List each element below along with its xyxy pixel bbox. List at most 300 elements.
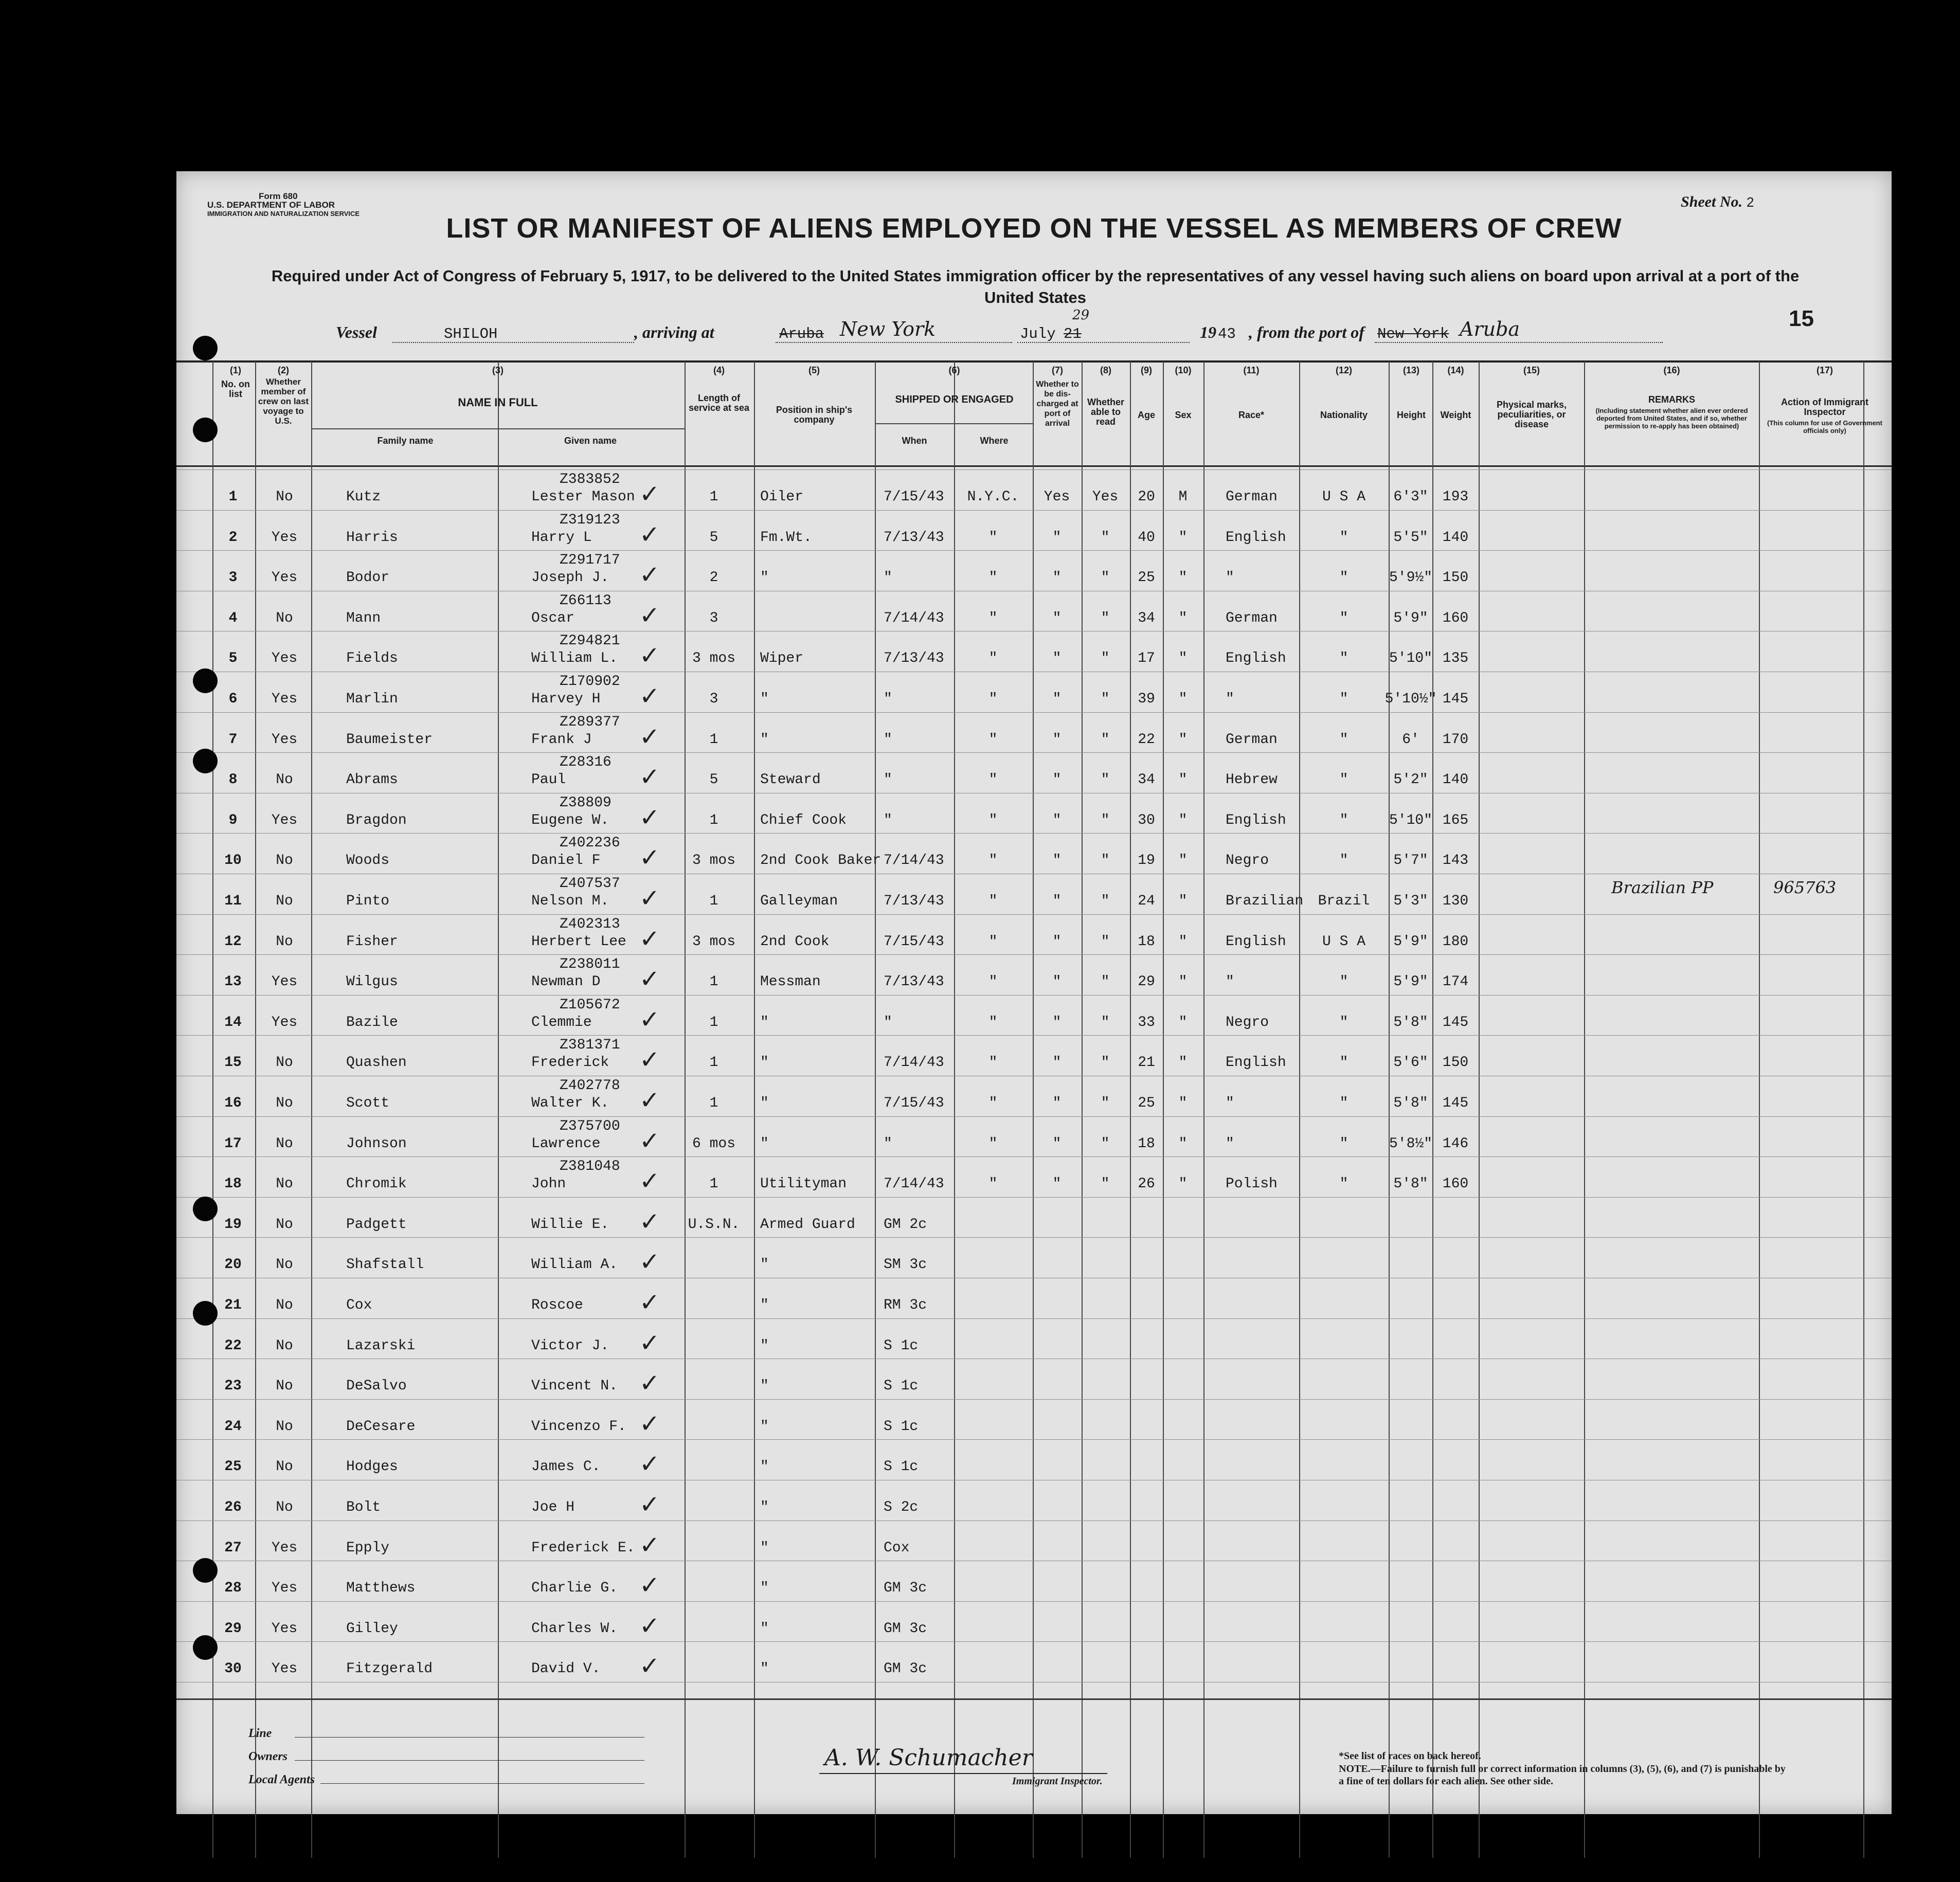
check-mark-icon: ✓ [639,1409,660,1438]
sex: " [1178,691,1188,707]
age: 40 [1138,529,1155,546]
ship-position: Fm.Wt. [760,529,812,546]
col7-number: (7) [1052,365,1063,375]
discharged: " [1052,529,1062,546]
family-name: Chromik [346,1176,407,1192]
row-rule [176,469,1892,470]
nationality: " [1339,529,1348,546]
given-name: Victor J. [531,1337,609,1354]
height: 5'9½" [1389,570,1432,586]
ship-position: " [760,1661,769,1677]
col6-header: SHIPPED OR ENGAGED [895,394,1014,405]
race: " [1226,974,1234,990]
nationality: " [1339,570,1348,586]
shipped-when: " [884,1135,892,1152]
given-name: Walter K. [531,1095,609,1111]
arrival-month: July [1020,325,1056,342]
row-number: 22 [224,1337,242,1354]
shipped-when: GM 3c [884,1580,927,1597]
row-rule [176,1197,1892,1198]
weight: 174 [1442,974,1469,990]
able-to-read: " [1101,731,1110,748]
row-number: 9 [228,812,238,828]
col6-where-header: Where [980,436,1009,446]
service-length: 5 [709,772,718,788]
check-mark-icon: ✓ [639,1167,660,1196]
discharged: " [1052,1176,1062,1192]
service-length: 2 [709,570,718,586]
shipped-when: 7/13/43 [884,650,944,667]
col13-number: (13) [1402,365,1419,375]
given-name: Willie E. [531,1216,609,1233]
previous-voyage: No [276,1418,293,1435]
shipped-where: " [988,974,998,990]
service-length: 3 [709,691,718,707]
shipped-when: 7/15/43 [884,1095,944,1111]
sex: " [1178,933,1188,950]
given-name: Lester Mason [531,489,635,505]
family-name: Kutz [346,489,381,505]
weight: 160 [1442,1176,1469,1192]
column-rule [1759,361,1760,1858]
nationality: " [1339,610,1348,626]
discharged: " [1052,933,1062,950]
ship-position: Utilityman [760,1176,847,1192]
family-name: Abrams [346,772,398,788]
height: 5'8" [1393,1176,1428,1192]
able-to-read: " [1101,933,1110,950]
seaman-document-number: Z294821 [560,633,620,649]
sex: " [1178,1135,1188,1152]
given-name: James C. [531,1459,601,1475]
col2-header: Whether member of crew on last voyage to U.S. [258,377,309,426]
col4-number: (4) [713,365,725,375]
family-name: Johnson [346,1135,407,1152]
discharged: " [1052,1095,1062,1111]
shipped-where: " [988,812,998,828]
weight: 193 [1442,489,1469,505]
weight: 150 [1442,570,1469,586]
col3-number: (3) [492,365,504,375]
weight: 140 [1442,529,1469,546]
shipped-when: S 1c [884,1337,919,1354]
col5-header: Position in ship's company [776,405,853,425]
col16-header: REMARKS [1648,394,1695,405]
previous-voyage: No [276,1095,293,1111]
column-rule [1584,361,1585,1858]
inspector-signature: A. W. Schumacher [824,1745,1033,1771]
seaman-document-number: Z381371 [560,1037,620,1054]
race: English [1226,1055,1286,1071]
col6-when-header: When [902,436,927,446]
height: 5'9" [1393,974,1428,990]
arriving-label: , arriving at [634,323,714,341]
col8-header: Whether able to read [1087,397,1124,427]
given-name: Joe H [531,1499,575,1515]
row-number: 11 [224,893,242,909]
nationality: " [1339,1176,1348,1192]
column-rule [498,361,499,1858]
ship-position: " [760,1337,769,1354]
row-number: 8 [228,772,238,788]
family-name: DeSalvo [346,1378,407,1395]
race: English [1226,812,1286,828]
row-rule [176,995,1892,996]
ship-position: Steward [760,772,821,788]
service-length: 3 mos [692,853,735,869]
shipped-where: " [988,1135,998,1152]
family-name: Woods [346,853,390,869]
check-mark-icon: ✓ [639,480,660,509]
race: " [1226,691,1234,707]
shipped-when: RM 3c [884,1297,927,1313]
table-top-rule [176,360,1892,363]
arrival-year: 43 [1218,325,1236,342]
able-to-read: " [1101,772,1110,788]
given-name: Joseph J. [531,570,609,586]
given-name: Clemmie [531,1014,592,1030]
row-number: 24 [224,1418,242,1435]
row-rule [176,550,1892,551]
given-name: William L. [531,650,618,667]
race: " [1226,1135,1234,1152]
ship-position: " [760,1540,769,1556]
col2-number: (2) [278,365,289,375]
age: 18 [1138,933,1155,950]
weight: 145 [1442,691,1469,707]
inspector-action: 965763 [1773,878,1837,897]
sex: " [1178,731,1188,748]
shipped-where: " [988,691,998,707]
check-mark-icon: ✓ [639,884,660,913]
check-mark-icon: ✓ [639,1571,660,1600]
ship-position: 2nd Cook [760,933,830,950]
weight: 165 [1442,812,1469,828]
col14-number: (14) [1447,365,1464,375]
family-name: Matthews [346,1580,416,1597]
row-number: 15 [224,1055,242,1071]
ship-position: Oiler [760,489,804,505]
row-number: 17 [224,1135,242,1152]
given-name: Paul [531,772,566,788]
check-mark-icon: ✓ [639,1207,660,1236]
nationality: " [1339,691,1348,707]
given-name: Vincenzo F. [531,1418,626,1435]
sex: " [1178,1014,1188,1030]
previous-voyage: No [276,489,293,505]
punch-hole [193,1558,218,1583]
service-length: 5 [709,529,718,546]
column-rule [1863,361,1864,1858]
able-to-read: Yes [1092,489,1119,505]
service-length: 1 [709,489,718,505]
previous-voyage: Yes [271,1580,298,1597]
previous-voyage: Yes [271,1014,298,1030]
col14-header: Weight [1440,410,1471,420]
age: 39 [1138,691,1155,707]
check-mark-icon: ✓ [639,924,660,953]
previous-voyage: Yes [271,974,298,990]
shipped-when: " [884,772,892,788]
row-rule [176,712,1892,713]
given-name: Harvey H [531,691,601,707]
discharged: " [1052,853,1062,869]
seaman-document-number: Z407537 [560,876,620,892]
family-name: Fields [346,650,398,667]
given-name: Roscoe [531,1297,583,1313]
family-name: Fisher [346,933,398,950]
row-rule [176,954,1892,955]
given-name: Eugene W. [531,812,609,828]
row-number: 5 [228,650,238,667]
check-mark-icon: ✓ [639,1045,660,1075]
discharged: " [1052,1055,1062,1071]
family-name: Hodges [346,1459,398,1475]
row-number: 26 [224,1499,242,1515]
row-number: 7 [228,731,238,748]
shipped-when: 7/13/43 [884,974,944,990]
arriving-underline [776,342,1012,343]
previous-voyage: No [276,1055,293,1071]
race: English [1226,933,1286,950]
height: 5'7" [1393,853,1428,869]
shipped-when: S 2c [884,1499,919,1515]
row-rule [176,752,1892,753]
previous-voyage: Yes [271,812,298,828]
shipped-when: S 1c [884,1378,919,1395]
check-mark-icon: ✓ [639,560,660,590]
owners-label: Owners [248,1750,288,1763]
service-length: 3 mos [692,933,735,950]
line-underline [295,1737,644,1738]
nationality: U S A [1322,933,1365,950]
able-to-read: " [1101,974,1110,990]
weight: 145 [1442,1095,1469,1111]
row-number: 18 [224,1176,242,1192]
row-number: 12 [224,933,242,950]
previous-voyage: Yes [271,1661,298,1677]
height: 5'8½" [1389,1135,1432,1152]
age: 21 [1138,1055,1155,1071]
check-mark-icon: ✓ [639,1652,660,1681]
col5-number: (5) [808,365,820,375]
ship-position: " [760,731,769,748]
seaman-document-number: Z375700 [560,1118,620,1134]
previous-voyage: No [276,1459,293,1475]
shipped-when: " [884,731,892,748]
shipped-when: S 1c [884,1459,919,1475]
service-length: 1 [709,731,718,748]
check-mark-icon: ✓ [639,1247,660,1277]
service-length: 1 [709,812,718,828]
ship-position: " [760,1055,769,1071]
given-name: Frederick [531,1055,609,1071]
race: English [1226,529,1286,546]
service-length: 6 mos [692,1135,735,1152]
previous-voyage: No [276,1499,293,1515]
race: Hebrew [1226,772,1278,788]
discharged: " [1052,812,1062,828]
col10-header: Sex [1175,410,1192,420]
seaman-document-number: Z105672 [560,997,620,1013]
seaman-document-number: Z238011 [560,956,620,973]
age: 34 [1138,610,1155,626]
previous-voyage: Yes [271,1540,298,1556]
height: 5'2" [1393,772,1428,788]
nationality: " [1339,812,1348,828]
race-note: *See list of races on back hereof. [1339,1750,1481,1762]
shipped-when: 7/15/43 [884,489,944,505]
able-to-read: " [1101,1095,1110,1111]
owners-underline [295,1760,644,1761]
sex: " [1178,529,1188,546]
row-number: 2 [228,529,238,546]
agents-underline [320,1783,644,1784]
punch-hole [193,1635,218,1660]
row-number: 20 [224,1257,242,1273]
family-name: Bolt [346,1499,381,1515]
nationality: U S A [1322,489,1365,505]
sex: " [1178,650,1188,667]
manifest-sheet [176,171,1892,1814]
sex: " [1178,610,1188,626]
family-name: Marlin [346,691,398,707]
able-to-read: " [1101,853,1110,869]
arriving-struck: Aruba [779,325,824,342]
given-name: Newman D [531,974,601,990]
previous-voyage: No [276,853,293,869]
able-to-read: " [1101,1055,1110,1071]
col16-number: (16) [1663,365,1680,375]
able-to-read: " [1101,1014,1110,1030]
shipped-where: " [988,1095,998,1111]
shipped-where: " [988,610,998,626]
check-mark-icon: ✓ [639,1530,660,1560]
service-length: 3 mos [692,650,735,667]
row-rule [176,914,1892,915]
nationality: " [1339,650,1348,667]
year-prefix: 19 [1200,323,1216,341]
given-name: William A. [531,1257,618,1273]
remarks-handwritten: Brazilian PP [1611,878,1714,897]
column-rule [954,361,955,1858]
family-name: Cox [346,1297,372,1313]
from-underline [1375,342,1663,343]
row-rule [176,1439,1892,1440]
ship-position: Galleyman [760,893,838,909]
nationality: " [1339,1055,1348,1071]
given-name: Daniel F [531,853,601,869]
weight: 140 [1442,772,1469,788]
shipped-where: " [988,1055,998,1071]
row-rule [176,1601,1892,1602]
previous-voyage: Yes [271,650,298,667]
discharged: " [1052,570,1062,586]
sheet-label: Sheet No. [1681,193,1742,210]
nationality: " [1339,974,1348,990]
column-rule [875,361,876,1858]
row-number: 30 [224,1661,242,1677]
given-name: David V. [531,1661,601,1677]
race: English [1226,650,1286,667]
check-mark-icon: ✓ [639,641,660,671]
shipped-when: 7/14/43 [884,1176,944,1192]
previous-voyage: No [276,1176,293,1192]
given-name: Lawrence [531,1135,601,1152]
sheet-number [1681,193,1754,211]
able-to-read: " [1101,570,1110,586]
race: Negro [1226,853,1269,869]
service-length: 1 [709,1176,718,1192]
check-mark-icon: ✓ [639,1086,660,1115]
check-mark-icon: ✓ [639,520,660,549]
seaman-document-number: Z383852 [560,472,620,487]
previous-voyage: Yes [271,691,298,707]
able-to-read: " [1101,893,1110,909]
nationality: " [1339,1014,1348,1030]
row-rule [176,510,1892,511]
weight: 146 [1442,1135,1469,1152]
shipped-when: S 1c [884,1418,919,1435]
col1-header: No. on list [221,379,250,399]
given-name: John [531,1176,566,1192]
weight: 160 [1442,610,1469,626]
vessel-underline [392,342,634,343]
col6-number: (6) [948,365,960,375]
ship-position: " [760,570,769,586]
ship-position: " [760,1459,769,1475]
shipped-where: " [988,893,998,909]
service-length: 1 [709,893,718,909]
punch-hole [193,1197,218,1221]
able-to-read: " [1101,650,1110,667]
discharged: " [1052,893,1062,909]
punch-hole [193,336,218,360]
age: 20 [1138,489,1155,505]
row-number: 1 [228,489,238,505]
given-name: Charlie G. [531,1580,618,1597]
check-mark-icon: ✓ [639,1611,660,1640]
height: 5'8" [1393,1095,1428,1111]
shipped-where: " [988,853,998,869]
check-mark-icon: ✓ [639,682,660,711]
col11-number: (11) [1243,365,1260,375]
family-name: Lazarski [346,1337,416,1354]
shipped-when: 7/14/43 [884,853,944,869]
nationality: " [1339,853,1348,869]
race: Polish [1226,1176,1278,1192]
discharged: " [1052,974,1062,990]
seaman-document-number: Z170902 [560,674,620,690]
height: 5'5" [1393,529,1428,546]
ship-position: " [760,1135,769,1152]
seaman-document-number: Z402778 [560,1078,620,1094]
col12-header: Nationality [1320,410,1368,420]
previous-voyage: Yes [271,1620,298,1637]
line-label: Line [248,1727,272,1740]
subheader-rule [311,428,685,429]
from-handwritten: Aruba [1460,318,1520,340]
family-name: Shafstall [346,1257,424,1273]
seaman-document-number: Z319123 [560,512,620,528]
previous-voyage: Yes [271,570,298,586]
given-name: Vincent N. [531,1378,618,1395]
row-rule [176,1237,1892,1238]
check-mark-icon: ✓ [639,843,660,873]
seaman-document-number: Z66113 [560,592,612,609]
height: 6'3" [1393,489,1428,505]
family-name: Harris [346,529,398,546]
